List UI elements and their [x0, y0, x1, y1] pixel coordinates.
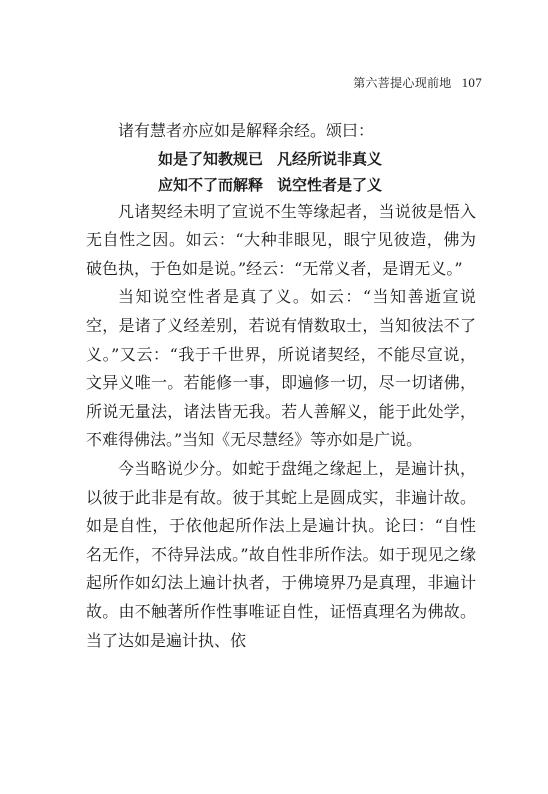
- verse-2-second-half: 说空性者是了义: [277, 175, 383, 194]
- chapter-title: 第六菩提心现前地: [353, 76, 452, 90]
- page-number: 107: [461, 75, 482, 90]
- verse-line-1: [86, 146, 476, 172]
- verse-line-2: [86, 172, 476, 198]
- verse-2-first-half: 应知不了而解释: [158, 175, 264, 194]
- paragraph: 当知说空性者是真了义。如云：“当知善逝宣说空，是诸了义经差别，若说有情数取士，当知彼法不了义。”又云：“我于千世界，所说诸契经，不能尽宣说，文异义唯一。若能修一事，即遍修一切，尽一切诸佛，所说无量法，诸法皆无我。若人善解义，能于此处学，不难得佛法。”当知《无尽慧经》等亦如是广说。: [86, 287, 476, 450]
- intro-line: 诸有慧者亦应如是解释余经。颂曰：: [118, 121, 375, 140]
- paragraph: 凡诸契经未明了宣说不生等缘起者，当说彼是悟入无自性之因。如云：“大种非眼见，眼宁见彼造，佛为破色执，于色如是说。”经云：“无常义者，是谓无义。”: [86, 201, 476, 278]
- paragraph: 今当略说少分。如蛇于盘绳之缘起上，是遍计执，以彼于此非是有故。彼于其蛇上是圆成实，非遍计故。如是自性，于依他起所作法上是遍计执。论曰：“自性名无作，不待异法成。”故自性非所作法。如于现见之缘起所作如幻法上遍计执者，于佛境界乃是真理，非遍计故。由不触著所作性事唯证自性，证悟真理名为佛故。当了达如是遍计执、依: [86, 458, 476, 650]
- page-body: [86, 117, 476, 655]
- verse-1-second-half: 凡经所说非真义: [277, 149, 383, 168]
- running-header: [353, 74, 482, 91]
- verse-1-first-half: 如是了知教规已: [158, 149, 264, 168]
